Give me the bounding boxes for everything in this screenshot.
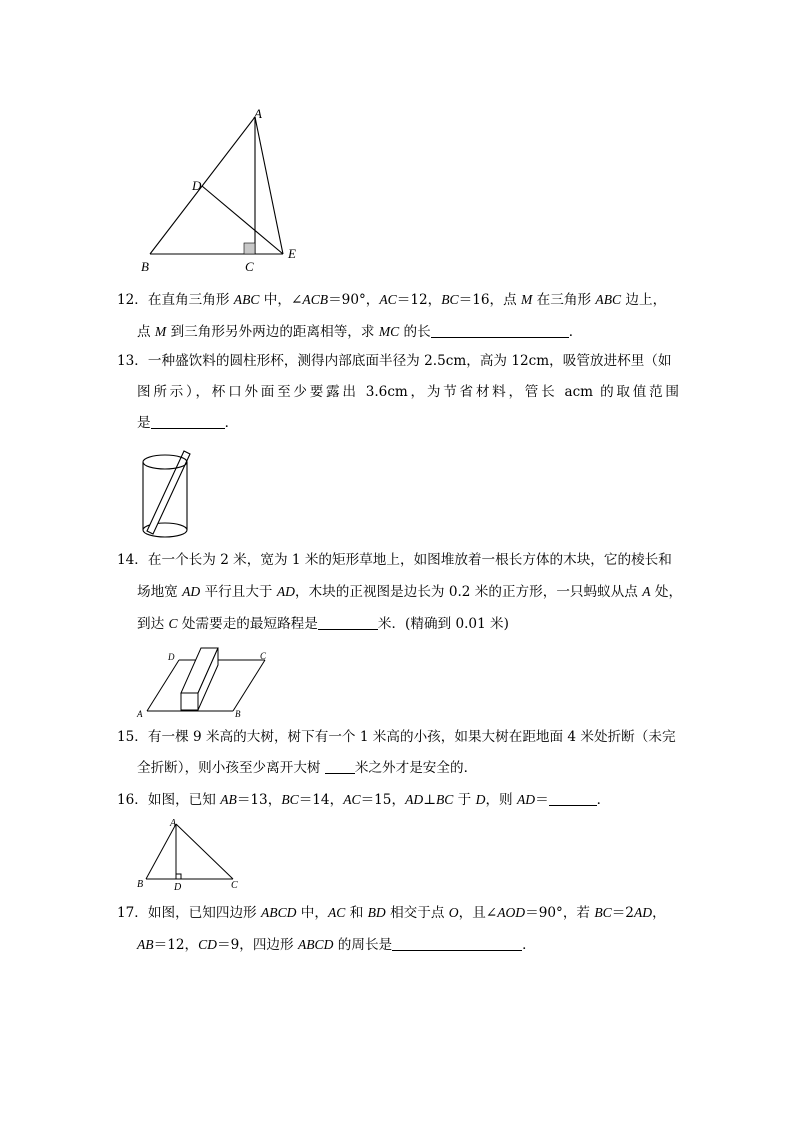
straw: [147, 451, 190, 534]
label-d: D: [192, 178, 202, 193]
answer-blank[interactable]: [431, 321, 569, 338]
field-bc: [233, 660, 265, 711]
cup-figure: [138, 448, 198, 540]
field-ad: [147, 660, 179, 711]
answer-blank[interactable]: [318, 613, 378, 630]
block-front: [181, 693, 198, 710]
triangle2-figure: [132, 814, 247, 894]
answer-blank[interactable]: [325, 757, 355, 774]
segment-ab: [150, 117, 255, 254]
question-number: 12．: [117, 292, 148, 308]
label-d: D: [174, 882, 182, 893]
block-figure: [135, 638, 275, 720]
question-number: 17．: [117, 905, 148, 921]
label-a: A: [170, 818, 177, 829]
answer-blank[interactable]: [151, 412, 225, 429]
question-14: 14．在一个长为 2 米，宽为 1 米的矩形草地上，如图堆放着一根长方体的木块，它的棱长和 场地宽 AD 平行且大于 AD，木块的正视图是边长为 0.2 米的正方形，一只蚂蚁从点 A 处， 到达 C 处需要走的最短路程是 米．(精确到 0.01 米): [117, 552, 683, 632]
label-a: A: [254, 106, 262, 121]
triangle-figure: [130, 100, 320, 280]
label-e: E: [288, 246, 296, 261]
label-d: D: [168, 652, 175, 662]
question-15: 15．有一棵 9 米高的大树，树下有一个 1 米高的小孩，如果大树在距地面 4 米处折断（未完 全折断），则小孩至少离开大树 米之外才是安全的．: [117, 729, 676, 776]
answer-blank[interactable]: [549, 789, 597, 806]
segment-ab: [146, 824, 176, 879]
label-a: A: [137, 709, 143, 719]
question-number: 13．: [117, 353, 148, 369]
question-13: 13．一种盛饮料的圆柱形杯，测得内部底面半径为 2.5cm，高为 12cm，吸管放进杯里（如 图所示），杯口外面至少要露出 3.6cm，为节省材料，管长 acm 的取值范围 是 ．: [117, 353, 679, 431]
label-c: C: [260, 651, 267, 661]
right-angle-mark: [244, 243, 255, 254]
question-number: 14．: [117, 552, 148, 568]
segment-ac: [176, 824, 233, 879]
question-number: 16．: [117, 792, 148, 808]
label-b: B: [141, 259, 149, 274]
question-16: 16．如图，已知 AB＝13，BC＝14，AC＝15，AD⊥BC 于 D，则 AD＝ ．: [117, 784, 679, 816]
label-b: B: [235, 709, 241, 719]
question-number: 15．: [117, 729, 148, 745]
label-c: C: [245, 259, 254, 274]
label-b: B: [137, 879, 144, 890]
question-17: 17．如图，已知四边形 ABCD 中，AC 和 BD 相交于点 O，且∠AOD＝90°，若 BC＝2AD， AB＝12，CD＝9，四边形 ABCD 的周长是 ．: [117, 905, 666, 953]
right-angle-mark: [176, 874, 181, 879]
label-c: C: [231, 880, 238, 891]
question-12: 12．在直角三角形 ABC 中，∠ACB＝90°，AC＝12，BC＝16，点 M 在三角形 ABC 边上， 点 M 到三角形另外两边的距离相等，求 MC 的长 ．: [117, 292, 667, 340]
answer-blank[interactable]: [392, 934, 522, 951]
